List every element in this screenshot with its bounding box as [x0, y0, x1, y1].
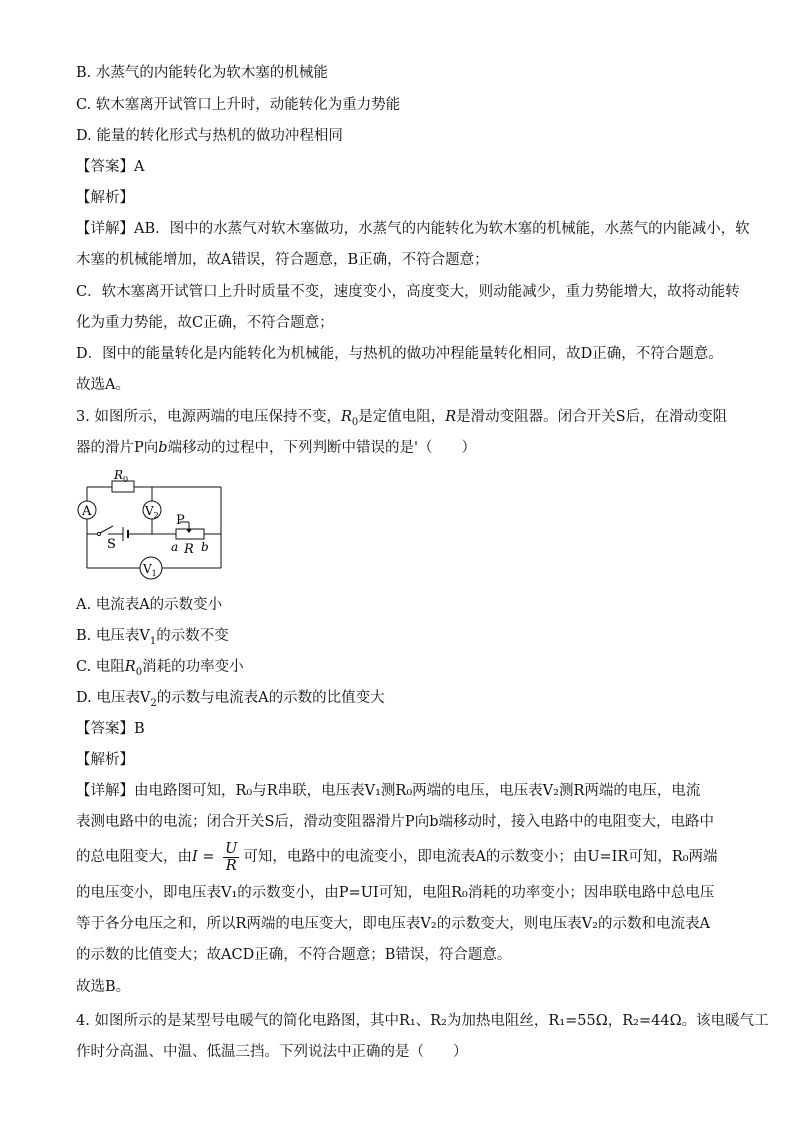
question-3-stem: 3. 如图所示，电源两端的电压保持不变，$R_0$是定值电阻，R是滑动变阻器。闭合开关S后，在滑动变阻	[76, 409, 728, 428]
detail-line: 表测电路中的电流；闭合开关S后，滑动变阻器滑片P向b端移动时，接入电路中的电阻变大，电路中	[76, 814, 714, 830]
detail-line: 等于各分电压之和，所以R两端的电压变大，即电压表V₂的示数变大，则电压表V₂的示数和电流表A	[76, 916, 710, 932]
end-a-label: a	[171, 540, 179, 554]
voltmeter-v1-label: $V_1$	[143, 562, 157, 578]
detail-line: C．软木塞离开试管口上升时质量不变，速度变小，高度变大，则动能减少，重力势能增大，故将动能转	[76, 284, 740, 300]
label-r0: $R_0$	[114, 470, 129, 484]
answer-label: 【答案】B	[76, 721, 145, 737]
fraction-u-over-r: $\frac{U}{R}$	[225, 840, 238, 874]
analysis-label: 【解析】	[76, 190, 134, 206]
question-4-stem-cont: 作时分高温、中温、低温三挡。下列说法中正确的是（ ）	[76, 1044, 468, 1060]
slider-label: P	[176, 513, 185, 528]
conclusion-line: 故选A。	[76, 377, 130, 393]
option-a: A. 电流表A的示数变小	[76, 597, 223, 613]
option-b: B. 水蒸气的内能转化为软木塞的机械能	[76, 65, 328, 81]
detail-line: D．图中的能量转化是内能转化为机械能，与热机的做功冲程能量转化相同，故D正确，不符合题意。	[76, 346, 723, 362]
question-3-stem-cont: 器的滑片P向b端移动的过程中，下列判断中错误的是'（ ）	[76, 440, 477, 456]
end-b-label: b	[201, 540, 209, 554]
detail-line: 木塞的机械能增加，故A错误，符合题意，B正确，不符合题意；	[76, 252, 489, 268]
option-c: C. 软木塞离开试管口上升时，动能转化为重力势能	[76, 97, 401, 113]
rheostat-label: R	[184, 542, 194, 557]
answer-label: 【答案】A	[76, 159, 145, 175]
voltmeter-v2-label: $V_2$	[145, 504, 159, 520]
detail-line: 【详解】AB．图中的水蒸气对软木塞做功，水蒸气的内能转化为软木塞的机械能，水蒸气的内能减小，软	[76, 221, 750, 237]
ammeter-label: A	[82, 504, 92, 519]
detail-line: 化为重力势能，故C正确，不符合题意；	[76, 315, 334, 331]
option-d: D. 电压表$V_2$的示数与电流表A的示数的比值变大	[76, 690, 385, 709]
option-d: D. 能量的转化形式与热机的做功冲程相同	[76, 128, 343, 144]
option-c: C. 电阻$R_0$消耗的功率变小	[76, 659, 244, 678]
switch-label: S	[107, 537, 116, 552]
detail-line-formula: 的总电阻变大，由I = $\frac{U}{R}$ 可知，电路中的电流变小，即电流表A的示数变小；由U=IR可知，R₀两端	[76, 840, 718, 874]
question-4-stem: 4. 如图所示的是某型号电暖气的简化电路图，其中R₁、R₂为加热电阻丝，R₁=55Ω，R₂=44Ω。该电暖气工	[76, 1013, 769, 1029]
conclusion-line: 故选B。	[76, 979, 131, 995]
option-b: B. 电压表$V_1$的示数不变	[76, 628, 229, 647]
detail-line: 的电压变小，即电压表V₁的示数变小，由P=UI可知，电阻R₀消耗的功率变小；因串联电路中总电压	[76, 885, 715, 901]
analysis-label: 【解析】	[76, 752, 134, 768]
detail-line: 【详解】由电路图可知，R₀与R串联，电压表V₁测R₀两端的电压，电压表V₂测R两端的电压，电流	[76, 783, 701, 799]
circuit-diagram	[76, 470, 226, 582]
detail-line: 的示数的比值变大；故ACD正确，不符合题意；B错误，符合题意。	[76, 947, 512, 963]
